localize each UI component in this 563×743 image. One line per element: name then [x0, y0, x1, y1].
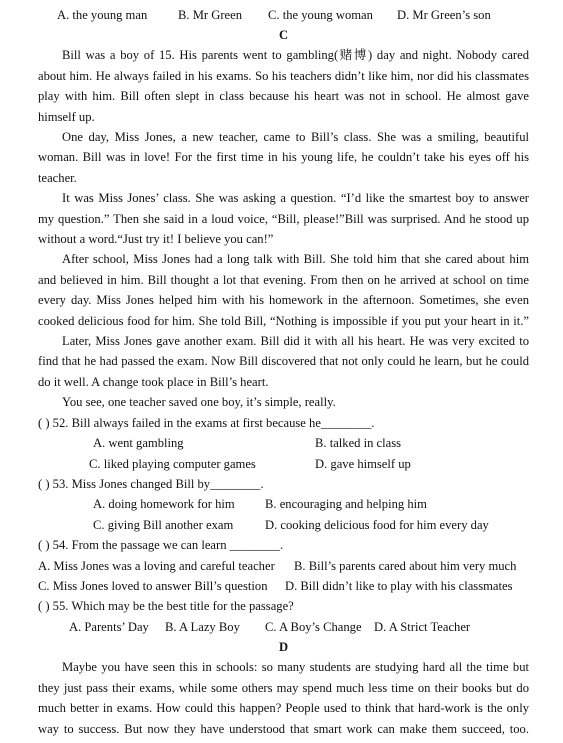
passage-line: without a word.“Just try it! I believe you can!”: [38, 232, 274, 246]
prev-option-b: B. Mr Green: [178, 8, 243, 22]
passage-line: cooked delicious food for him. She told Bill, “Nothing is impossible if you put your heart in it.”: [38, 314, 529, 328]
passage-line: they just pass their exams, while some others may spend much less time on their books but do: [38, 681, 529, 695]
question-55-option-b: B. A Lazy Boy: [165, 620, 240, 634]
passage-line: Maybe you have seen this in schools: so many students are studying hard all the time but: [62, 660, 529, 674]
passage-line: After school, Miss Jones had a long talk with Bill. She told him that she cared about him: [62, 252, 529, 266]
prev-option-a: A. the young man: [57, 8, 148, 22]
question-54-option-d: D. Bill didn’t like to play with his classmates: [285, 579, 513, 593]
passage-line: Bill was a boy of 15. His parents went to gambling(赌博) day and night. Nobody cared: [62, 48, 529, 62]
section-d-heading: D: [278, 640, 289, 654]
passage-line: Later, Miss Jones gave another exam. Bill did it with all his heart. He was very excited to: [62, 334, 529, 348]
prev-option-d: D. Mr Green’s son: [397, 8, 491, 22]
passage-line: my question.” Then she said in a loud voice, “Bill, please!”Bill was surprised. And he stood up: [38, 212, 529, 226]
question-52-stem: ( ) 52. Bill always failed in the exams at first because he________.: [38, 416, 375, 430]
question-55-stem: ( ) 55. Which may be the best title for the passage?: [38, 599, 294, 613]
question-55-option-d: D. A Strict Teacher: [374, 620, 471, 634]
question-52-option-b: B. talked in class: [315, 436, 402, 450]
question-55-option-c: C. A Boy’s Change: [265, 620, 362, 634]
passage-line: every day. Miss Jones helped him with his homework in the afternoon. Sometimes, she even: [38, 293, 529, 307]
passage-line: It was Miss Jones’ class. She was asking a question. “I’d like the smartest boy to answer: [62, 191, 529, 205]
passage-line: find that he had passed the exam. Now Bill discovered that not only could he learn, but he could: [38, 354, 529, 368]
passage-line: You see, one teacher saved one boy, it’s simple, really.: [62, 395, 336, 409]
question-54-stem: ( ) 54. From the passage we can learn ________.: [38, 538, 284, 552]
question-55-option-a: A. Parents’ Day: [69, 620, 149, 634]
passage-line: way to success. But now they have understood that smart work can make them succeed, too.: [38, 722, 529, 736]
passage-line: woman. Bill was in love! For the first time in his young life, he couldn’t take his eyes off his: [38, 150, 529, 164]
question-52-option-c: C. liked playing computer games: [89, 457, 256, 471]
passage-line: and believed in him. Bill thought a lot that evening. From then on he arrived at school on time: [38, 273, 529, 287]
question-52-option-d: D. gave himself up: [315, 457, 411, 471]
question-53-option-c: C. giving Bill another exam: [93, 518, 234, 532]
question-53-stem: ( ) 53. Miss Jones changed Bill by________.: [38, 477, 264, 491]
question-54-option-b: B. Bill’s parents cared about him very much: [294, 559, 517, 573]
section-c-heading: C: [278, 28, 289, 42]
question-54-option-a: A. Miss Jones was a loving and careful teacher: [38, 559, 275, 573]
question-53-option-b: B. encouraging and helping him: [265, 497, 427, 511]
passage-line: play with him. Bill often slept in class because his heart was not in school. He almost gave: [38, 89, 529, 103]
passage-line: teacher.: [38, 171, 77, 185]
question-53-option-a: A. doing homework for him: [93, 497, 235, 511]
passage-line: much better in exams. How could this happen? People used to think that hard-work is the only: [38, 701, 529, 715]
prev-option-c: C. the young woman: [268, 8, 373, 22]
passage-line: do it well. A change took place in Bill’s heart.: [38, 375, 269, 389]
question-52-option-a: A. went gambling: [93, 436, 184, 450]
question-53-option-d: D. cooking delicious food for him every day: [265, 518, 489, 532]
passage-line: One day, Miss Jones, a new teacher, came to Bill’s class. She was a smiling, beautiful: [62, 130, 529, 144]
question-54-option-c: C. Miss Jones loved to answer Bill’s question: [38, 579, 268, 593]
passage-line: about him. He always failed in his exams. So his teachers didn’t like him, nor did his classmates: [38, 69, 529, 83]
passage-line: himself up.: [38, 110, 95, 124]
